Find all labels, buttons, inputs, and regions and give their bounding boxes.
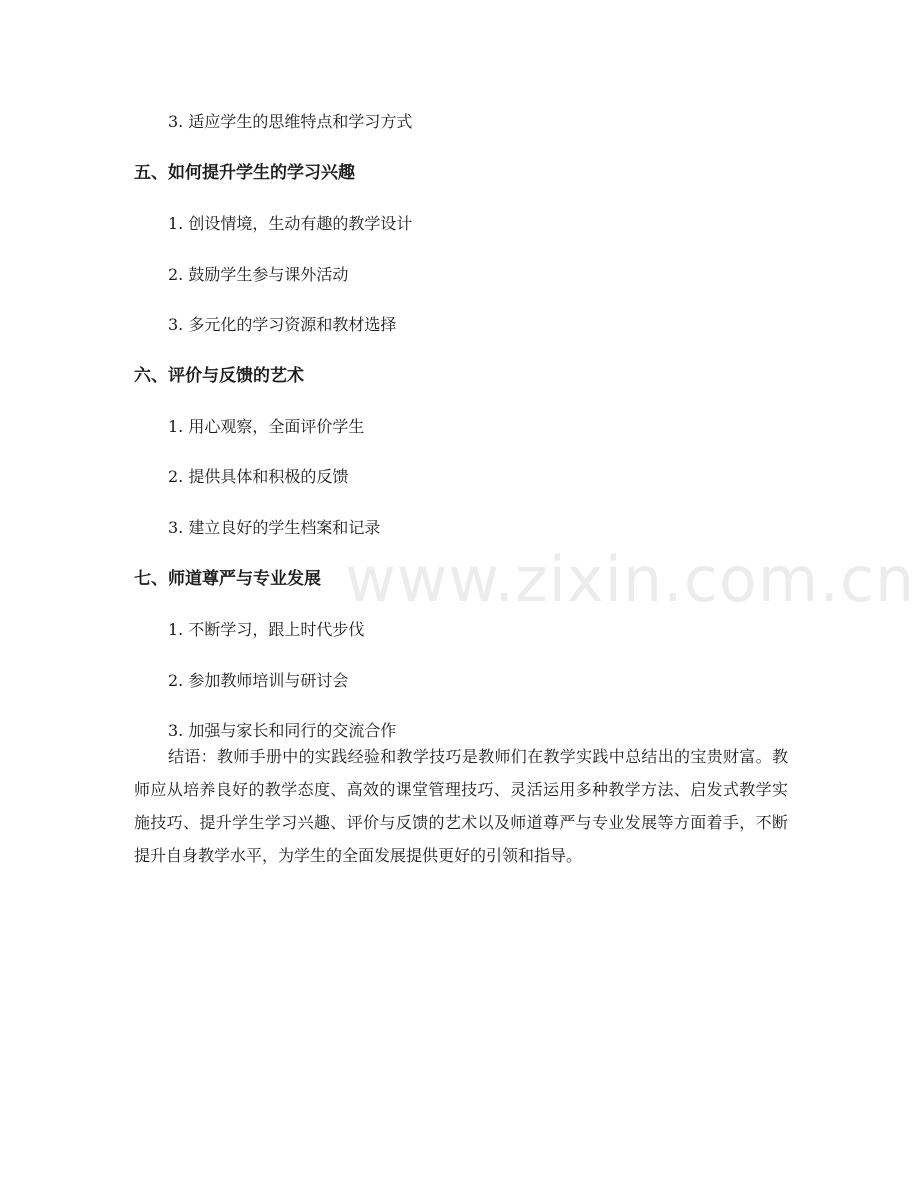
- list-item: 1. 创设情境，生动有趣的教学设计: [168, 214, 413, 233]
- section-heading-5: 五、如何提升学生的学习兴趣: [134, 163, 355, 183]
- list-item: 2. 提供具体和积极的反馈: [168, 467, 349, 486]
- list-item: 3. 适应学生的思维特点和学习方式: [168, 112, 413, 131]
- watermark: www.zixin.com.cn: [345, 543, 916, 616]
- list-item: 3. 多元化的学习资源和教材选择: [168, 315, 397, 334]
- list-item: 3. 加强与家长和同行的交流合作: [168, 721, 397, 740]
- list-item: 3. 建立良好的学生档案和记录: [168, 518, 381, 537]
- list-item: 1. 不断学习，跟上时代步伐: [168, 620, 365, 639]
- conclusion-paragraph: 结语：教师手册中的实践经验和教学技巧是教师们在教学实践中总结出的宝贵财富。教师应从培养良好的教学态度、高效的课堂管理技巧、灵活运用多种教学方法、启发式教学实施技巧、提升学生学习兴趣、评价与反馈的艺术以及师道尊严与专业发展等方面着手，不断提升自身教学水平，为学生的全面发展提供更好的引领和指导。: [134, 747, 788, 865]
- list-item: 1. 用心观察，全面评价学生: [168, 417, 365, 436]
- section-heading-6: 六、评价与反馈的艺术: [134, 366, 304, 386]
- list-item: 2. 参加教师培训与研讨会: [168, 671, 349, 690]
- list-item: 2. 鼓励学生参与课外活动: [168, 265, 349, 284]
- section-heading-7: 七、师道尊严与专业发展: [134, 569, 321, 589]
